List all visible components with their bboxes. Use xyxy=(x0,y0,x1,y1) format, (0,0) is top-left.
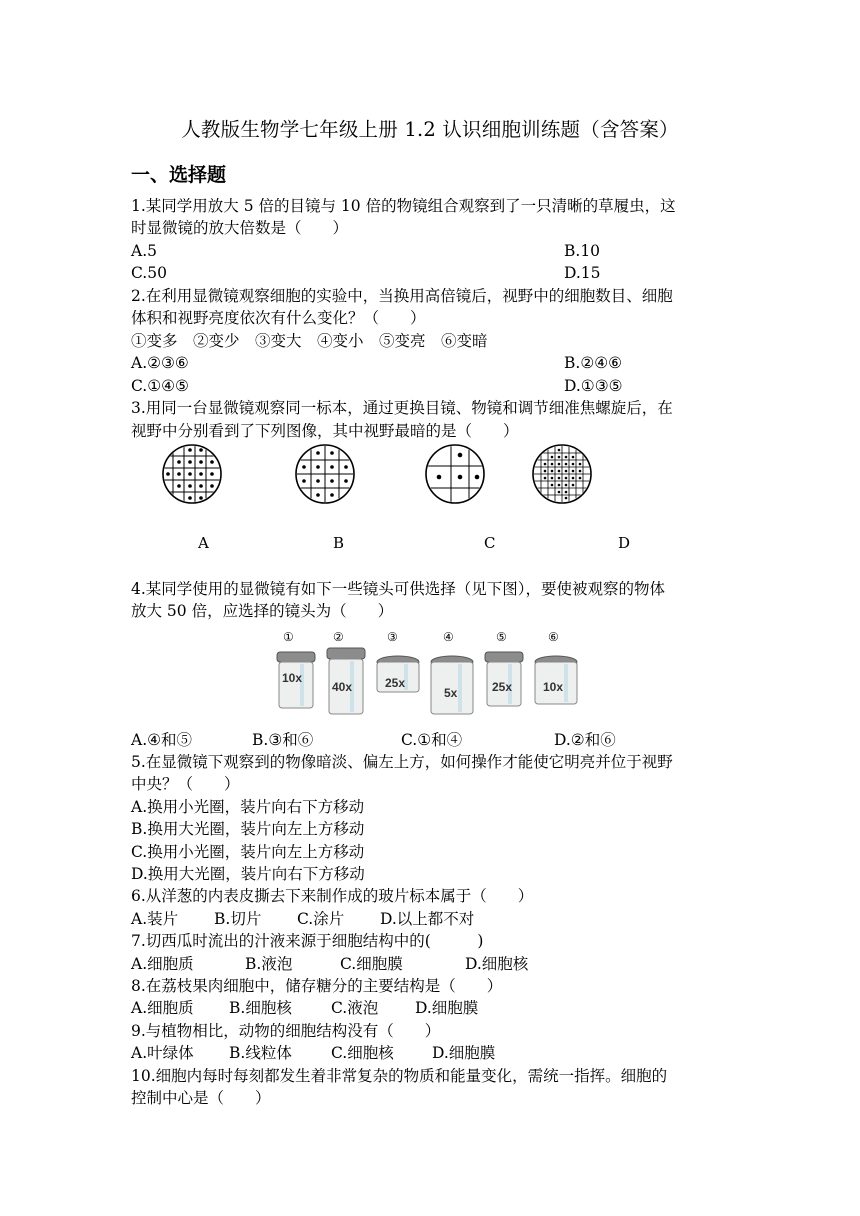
view-c-icon xyxy=(425,444,485,504)
q7-stem: 7.切西瓜时流出的汁液来源于细胞结构中的( ) xyxy=(131,932,484,950)
q9-option-a: A.叶绿体 xyxy=(131,1044,194,1062)
q1-option-a: A.5 xyxy=(131,242,157,260)
q8-options-row xyxy=(131,997,479,1019)
q2-option-d: D.①③⑤ xyxy=(564,377,623,395)
q7-option-d: D.细胞核 xyxy=(465,955,529,973)
q2-stem-line2: 体积和视野亮度依次有什么变化？（ ） xyxy=(131,309,426,327)
q10-stem-line1: 10.细胞内每时每刻都发生着非常复杂的物质和能量变化，需统一指挥。细胞的 xyxy=(131,1067,668,1085)
microscope-views-figure xyxy=(150,440,620,510)
q8-option-c: C.液泡 xyxy=(331,999,379,1017)
section-heading: 一、选择题 xyxy=(131,164,227,186)
lens-2-number: ② xyxy=(333,630,344,644)
q2-choices: ①变多 ②变少 ③变大 ④变小 ⑤变亮 ⑥变暗 xyxy=(131,332,488,350)
q4-option-c: C.①和④ xyxy=(401,731,463,749)
lens-1-magnification: 10x xyxy=(282,671,303,685)
q5-stem-line2: 中央？（ ） xyxy=(131,775,240,793)
page-title: 人教版生物学七年级上册 1.2 认识细胞训练题（含答案） xyxy=(181,118,679,141)
q1-options-row2 xyxy=(131,262,601,284)
q4-stem-line2: 放大 50 倍，应选择的镜头为（ ） xyxy=(131,602,394,620)
lens-3-number: ③ xyxy=(387,630,398,644)
q2-stem-line1: 2.在利用显微镜观察细胞的实验中，当换用高倍镜后，视野中的细胞数目、细胞 xyxy=(131,287,673,305)
lens-4-magnification: 5x xyxy=(444,686,458,700)
lens-6-magnification: 10x xyxy=(543,680,564,694)
q9-options-row xyxy=(131,1042,496,1064)
q10-stem-line2: 控制中心是（ ） xyxy=(131,1089,271,1107)
q6-stem: 6.从洋葱的内表皮撕去下来制作成的玻片标本属于（ ） xyxy=(131,887,534,905)
q2-option-c: C.①④⑤ xyxy=(131,377,189,395)
q4-option-a: A.④和⑤ xyxy=(131,731,193,749)
q9-option-c: C.细胞核 xyxy=(331,1044,394,1062)
q8-option-d: D.细胞膜 xyxy=(415,999,479,1017)
lens-5-number: ⑤ xyxy=(496,630,507,644)
q2-options-row1 xyxy=(131,352,623,374)
lens-5-magnification: 25x xyxy=(492,680,513,694)
q8-option-b: B.细胞核 xyxy=(229,999,292,1017)
q6-option-a: A.装片 xyxy=(131,910,179,928)
lens-figure xyxy=(270,630,590,720)
q1-stem-line2: 时显微镜的放大倍数是（ ） xyxy=(131,219,349,237)
q7-option-a: A.细胞质 xyxy=(131,955,194,973)
q4-option-d: D.②和⑥ xyxy=(554,731,616,749)
view-b-icon xyxy=(295,444,355,504)
q1-options-row1 xyxy=(131,240,601,262)
lens-4-number: ④ xyxy=(443,630,454,644)
q7-option-c: C.细胞膜 xyxy=(340,955,403,973)
q6-option-d: D.以上都不对 xyxy=(380,910,475,928)
q6-option-c: C.涂片 xyxy=(297,910,345,928)
q1-stem-line1: 1.某同学用放大 5 倍的目镜与 10 倍的物镜组合观察到了一只清晰的草履虫，这 xyxy=(131,197,676,215)
q7-option-b: B.液泡 xyxy=(245,955,293,973)
q5-option-d: D.换用大光圈，装片向右下方移动 xyxy=(131,865,365,883)
q7-options-row xyxy=(131,953,529,975)
q6-option-b: B.切片 xyxy=(214,910,262,928)
q8-option-a: A.细胞质 xyxy=(131,999,194,1017)
q6-options-row xyxy=(131,908,475,930)
q5-option-a: A.换用小光圈，装片向右下方移动 xyxy=(131,798,365,816)
view-d-icon xyxy=(532,444,592,504)
q1-option-d: D.15 xyxy=(564,264,601,282)
q9-stem: 9.与植物相比，动物的细胞结构没有（ ） xyxy=(131,1022,441,1040)
lens-1-number: ① xyxy=(283,630,294,644)
q5-option-c: C.换用小光圈，装片向左上方移动 xyxy=(131,843,365,861)
q8-stem: 8.在荔枝果肉细胞中，储存糖分的主要结构是（ ） xyxy=(131,977,503,995)
q4-stem-line1: 4.某同学使用的显微镜有如下一些镜头可供选择（见下图），要使被观察的物体 xyxy=(131,580,666,598)
q2-options-row2 xyxy=(131,375,623,397)
q5-option-b: B.换用大光圈，装片向左上方移动 xyxy=(131,820,365,838)
q5-stem-line1: 5.在显微镜下观察到的物像暗淡、偏左上方，如何操作才能使它明亮并位于视野 xyxy=(131,753,673,771)
view-b-label: B xyxy=(333,534,345,552)
view-a-label: A xyxy=(198,534,209,552)
q2-option-b: B.②④⑥ xyxy=(564,354,623,372)
view-a-icon xyxy=(162,444,222,504)
lens-2-magnification: 40x xyxy=(332,680,353,694)
q4-option-b: B.③和⑥ xyxy=(252,731,314,749)
q9-option-b: B.线粒体 xyxy=(229,1044,292,1062)
lens-3-magnification: 25x xyxy=(385,676,406,690)
q4-options-row xyxy=(131,729,616,751)
q1-option-b: B.10 xyxy=(564,242,601,260)
q2-option-a: A.②③⑥ xyxy=(131,354,189,372)
lens-6-number: ⑥ xyxy=(548,630,559,644)
view-d-label: D xyxy=(618,534,631,552)
q3-stem-line1: 3.用同一台显微镜观察同一标本，通过更换目镜、物镜和调节细准焦螺旋后，在 xyxy=(131,399,673,417)
q1-option-c: C.50 xyxy=(131,264,167,282)
q9-option-d: D.细胞膜 xyxy=(432,1044,496,1062)
view-c-label: C xyxy=(484,534,496,552)
q3-stem-line2: 视野中分别看到了下列图像，其中视野最暗的是（ ） xyxy=(131,422,519,440)
